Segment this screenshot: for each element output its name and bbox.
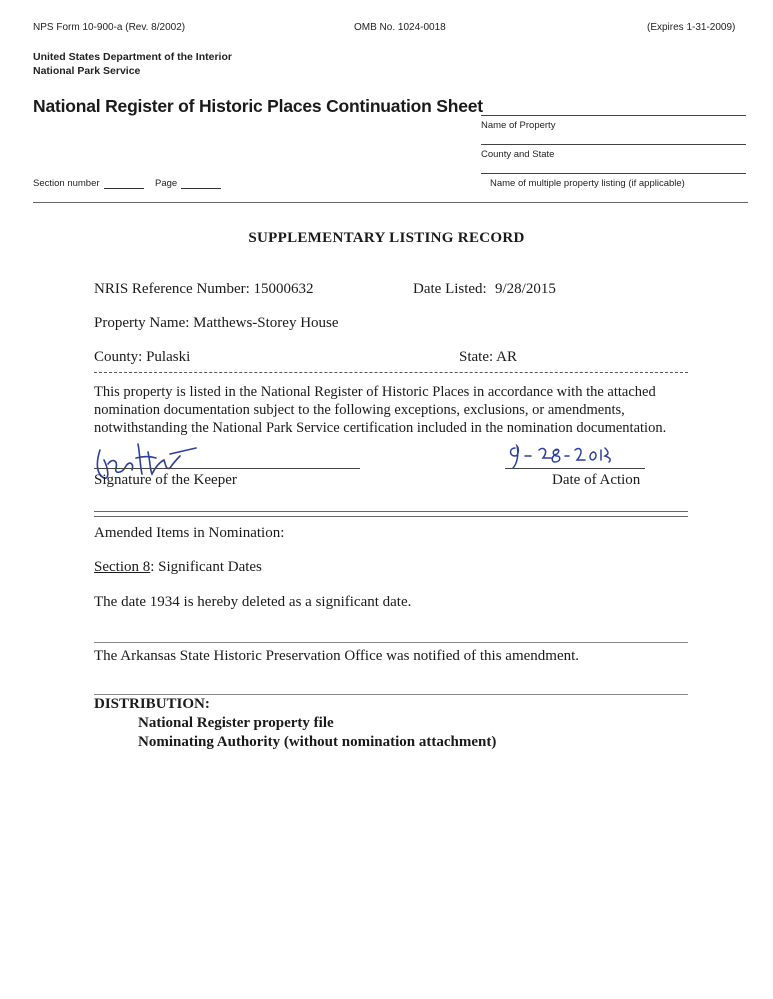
county-label: County: [94,349,143,365]
section-number-label: Section number [33,178,100,189]
date-of-action-line [505,468,645,469]
county-state-label: County and State [481,149,555,160]
page-label: Page [155,178,178,189]
amended-section [94,559,262,576]
amendments-divider [94,642,688,643]
name-of-property-label: Name of Property [481,120,556,131]
property-name [94,315,339,332]
nris-reference [94,281,314,298]
date-listed-label: Date Listed: [413,281,487,297]
multiple-listing-label: Name of multiple property listing (if applicable) [490,178,685,189]
form-number: NPS Form 10-900-a (Rev. 8/2002) [33,22,186,33]
service-name: National Park Service [33,65,141,77]
nris-label: NRIS Reference Number: [94,281,250,297]
distribution-item: National Register property file [138,715,334,731]
multiple-listing-line [481,173,746,174]
statement-line-1: This property is listed in the National Register of Historic Places in accordance with the attached [94,384,656,400]
amended-items-heading: Amended Items in Nomination: [94,525,285,541]
page-blank [181,178,221,189]
distribution-heading: DISTRIBUTION: [94,696,210,712]
expiration-date: (Expires 1-31-2009) [647,22,736,33]
signature-label: Signature of the Keeper [94,472,237,488]
property-label: Property Name: [94,315,190,331]
county-value: Pulaski [146,349,191,365]
record-dashed-divider [94,372,688,373]
form-title: National Register of Historic Places Continuation Sheet [33,96,483,116]
distribution-item: Nominating Authority (without nomination attachment) [138,734,497,750]
department-name: United States Department of the Interior [33,51,232,63]
amendment-notice: The Arkansas State Historic Preservation Office was notified of this amendment. [94,648,580,664]
amended-section-title: : Significant Dates [150,559,262,575]
county [94,349,190,366]
name-of-property-line [481,115,746,116]
county-state-line [481,144,746,145]
property-value: Matthews-Storey House [193,315,339,331]
statement-line-2: nomination documentation subject to the following exceptions, exclusions, or amendments, [94,402,625,418]
nris-value: 15000632 [253,281,314,297]
amended-section-ref: Section 8 [94,559,151,575]
page-field [155,178,221,189]
record-heading: SUPPLEMENTARY LISTING RECORD [248,230,525,246]
distribution-divider [94,694,688,695]
state-label: State: [459,349,494,365]
handwritten-date-image [505,440,615,470]
signature-line [94,468,360,469]
section-number-field [33,178,144,189]
amendment-detail: The date 1934 is hereby deleted as a significant date. [94,594,412,610]
omb-number: OMB No. 1024-0018 [354,22,446,33]
state-value: AR [496,349,517,365]
date-of-action-label: Date of Action [552,472,641,488]
header-divider [33,202,748,203]
section-number-blank [104,178,144,189]
record-double-divider [94,511,688,517]
statement-line-3: notwithstanding the National Park Service certification included in the nomination documentation. [94,420,667,436]
state [459,349,517,366]
date-listed-value: 9/28/2015 [495,281,556,297]
